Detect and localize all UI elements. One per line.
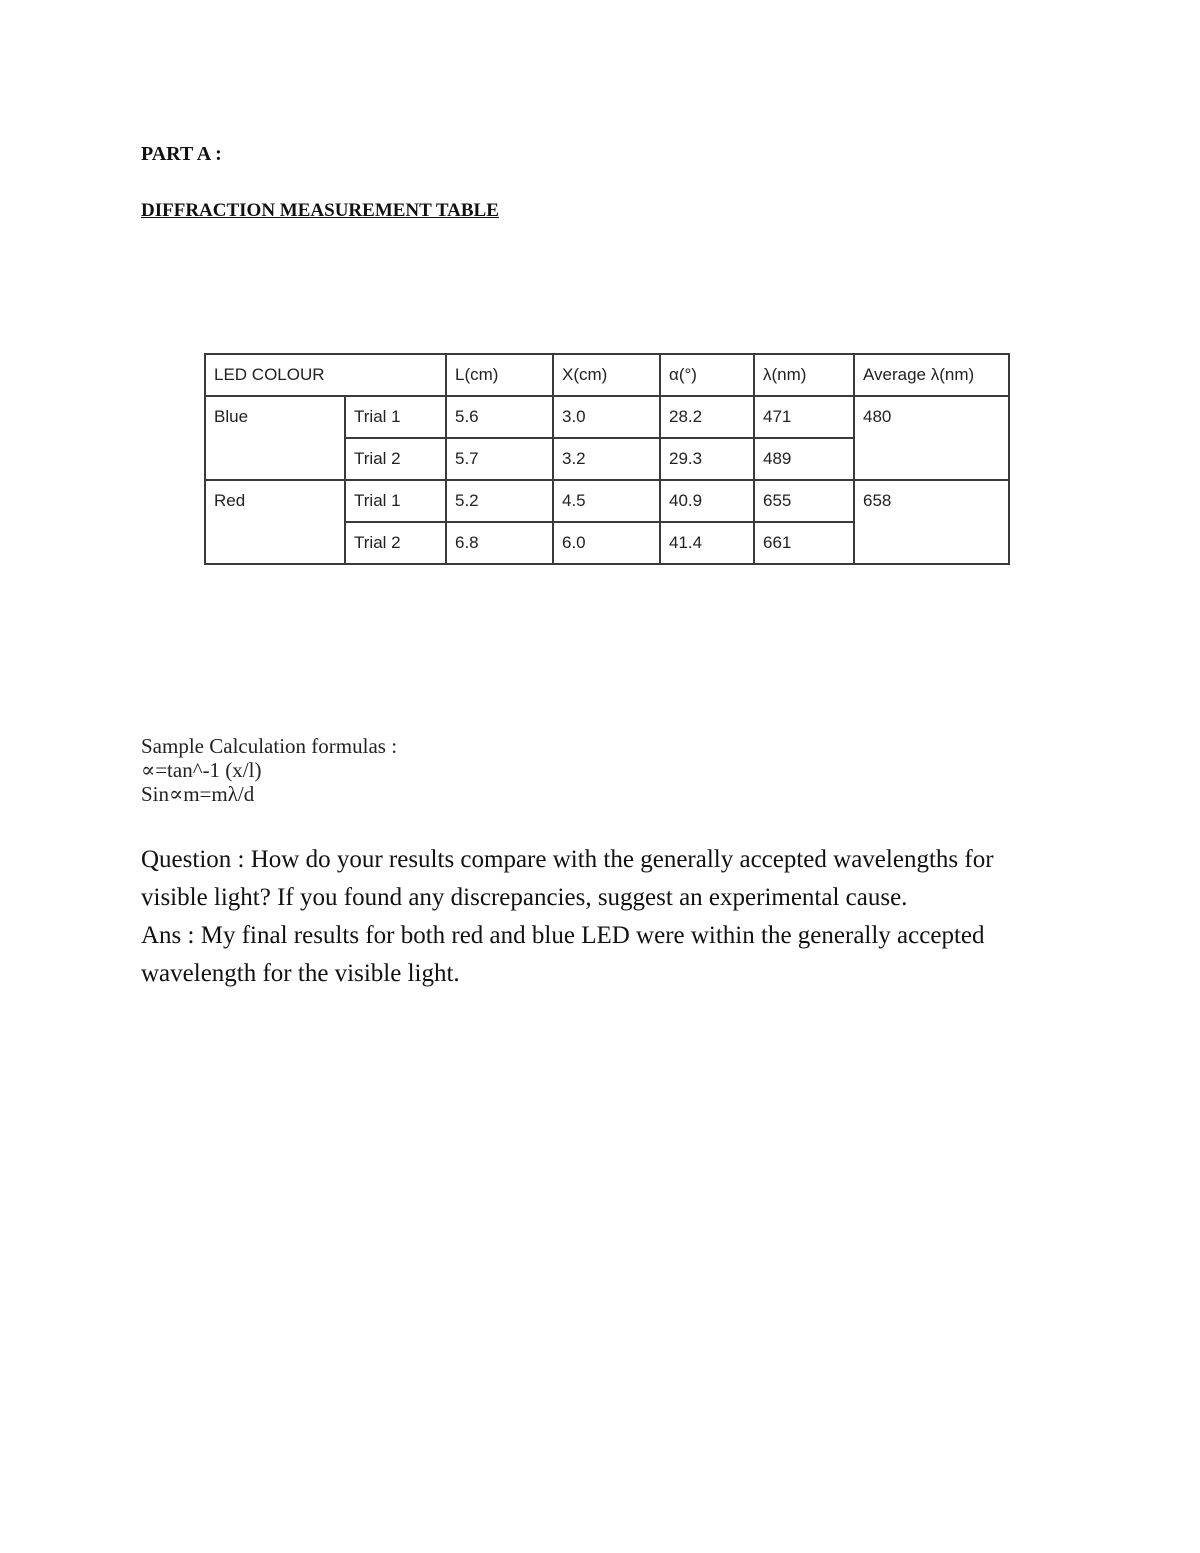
header-average-lambda: Average λ(nm) [854, 354, 1009, 396]
l-cell: 6.8 [446, 522, 553, 564]
lambda-cell: 661 [754, 522, 854, 564]
lambda-cell: 655 [754, 480, 854, 522]
formula-line: ∝=tan^-1 (x/l) [141, 758, 262, 782]
answer-text: Ans : My final results for both red and blue LED were within the generally accepted wavelength for the visible light. [141, 922, 985, 987]
header-lambda: λ(nm) [754, 354, 854, 396]
table-row [205, 396, 1009, 438]
lambda-cell: 471 [754, 396, 854, 438]
trial-cell: Trial 1 [345, 480, 446, 522]
trial-cell: Trial 1 [345, 396, 446, 438]
colour-cell: Red [205, 480, 345, 564]
trial-cell: Trial 2 [345, 522, 446, 564]
l-cell: 5.6 [446, 396, 553, 438]
alpha-cell: 29.3 [660, 438, 754, 480]
question-answer-block [141, 841, 1021, 993]
average-cell: 658 [854, 480, 1009, 564]
formulas-block [141, 734, 397, 806]
diffraction-measurement-table [204, 353, 1010, 565]
alpha-cell: 40.9 [660, 480, 754, 522]
colour-cell: Blue [205, 396, 345, 480]
part-heading: PART A : [141, 143, 222, 165]
header-led-colour: LED COLOUR [205, 354, 446, 396]
trial-cell: Trial 2 [345, 438, 446, 480]
header-alpha: α(°) [660, 354, 754, 396]
header-l: L(cm) [446, 354, 553, 396]
l-cell: 5.2 [446, 480, 553, 522]
alpha-cell: 41.4 [660, 522, 754, 564]
average-cell: 480 [854, 396, 1009, 480]
l-cell: 5.7 [446, 438, 553, 480]
alpha-cell: 28.2 [660, 396, 754, 438]
lambda-cell: 489 [754, 438, 854, 480]
formulas-title: Sample Calculation formulas : [141, 734, 398, 758]
table-title: DIFFRACTION MEASUREMENT TABLE [141, 200, 499, 221]
formula-line: Sin∝m=mλ/d [141, 782, 255, 806]
x-cell: 6.0 [553, 522, 660, 564]
table-header-row [205, 354, 1009, 396]
question-text: Question : How do your results compare with the generally accepted wavelengths for visible light? If you found any discrepancies, suggest an experimental cause. [141, 846, 994, 911]
table-row [205, 480, 1009, 522]
x-cell: 3.0 [553, 396, 660, 438]
x-cell: 4.5 [553, 480, 660, 522]
x-cell: 3.2 [553, 438, 660, 480]
header-x: X(cm) [553, 354, 660, 396]
